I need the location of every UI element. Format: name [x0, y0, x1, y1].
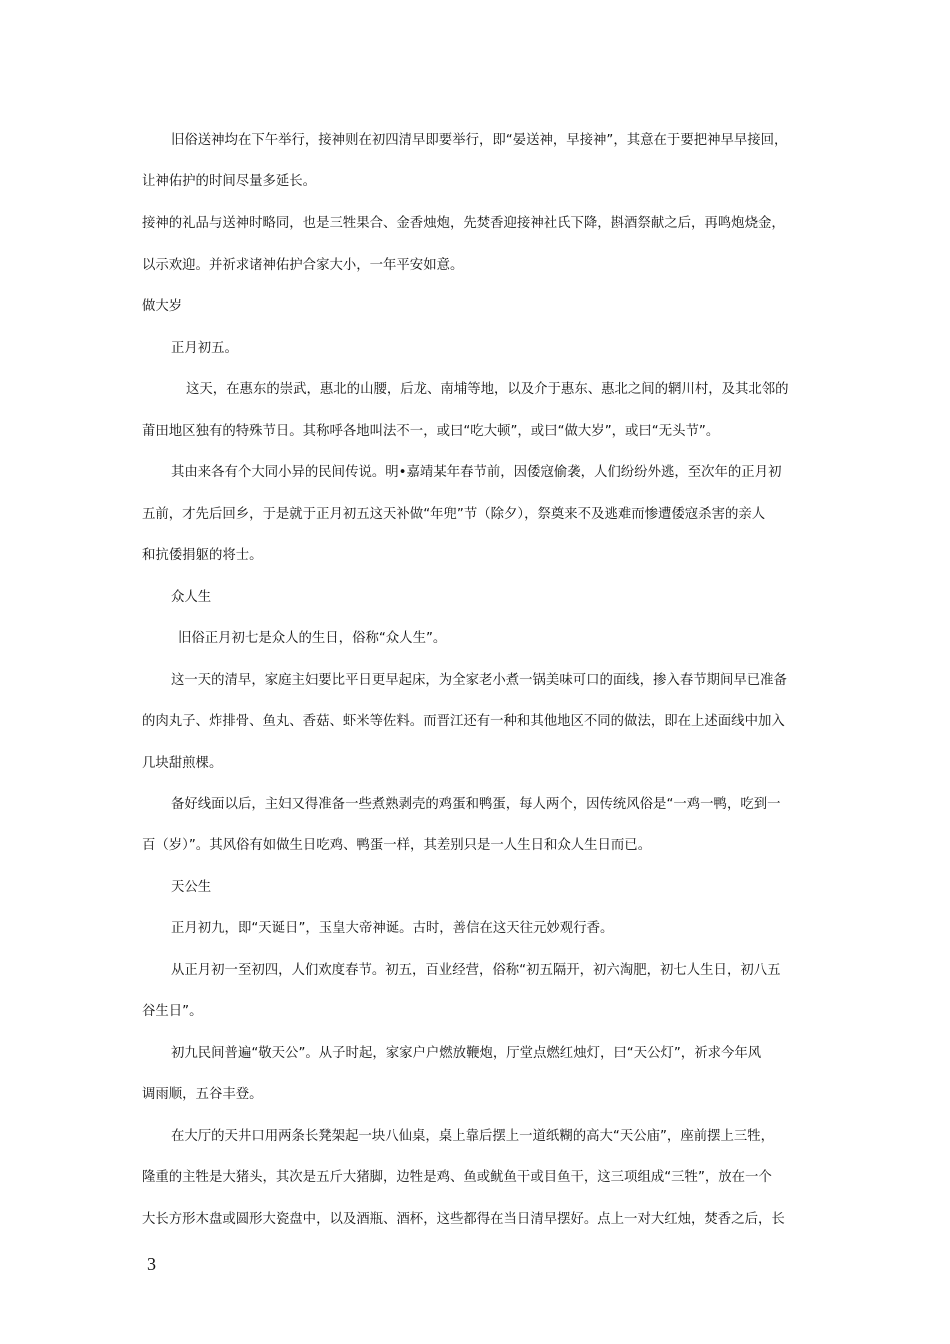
text-line: 百（岁）”。其风俗有如做生日吃鸡、鸭蛋一样，其差别只是一人生日和众人生日而已。 — [142, 838, 652, 853]
text-line: 在大厅的天井口用两条长凳架起一块八仙桌，桌上靠后摆上一道纸糊的高大“天公庙”，座前摆上三牲， — [171, 1129, 775, 1144]
text-line: 接神的礼品与送神时略同，也是三牲果合、金香烛炮，先焚香迎接神社氏下降，斟酒祭献之后，再鸣炮烧金， — [142, 216, 785, 231]
text-line: 初九民间普遍“敬天公”。从子时起，家家户户燃放鞭炮，厅堂点燃红烛灯，曰“天公灯”，祈求今年风 — [171, 1046, 762, 1061]
text-line: 让神佑护的时间尽量多延长。 — [142, 174, 317, 189]
text-line: 五前，才先后回乡，于是就于正月初五这天补做“年兜”节（除夕），祭奠来不及逃难而惨遭倭寇杀害的亲人 — [142, 507, 766, 522]
text-line: 莆田地区独有的特殊节日。其称呼各地叫法不一，或曰“吃大顿”，或曰“做大岁”，或曰“无头节”。 — [142, 424, 720, 439]
text-line: 调雨顺，五谷丰登。 — [142, 1087, 263, 1102]
text-line: 旧俗正月初七是众人的生日，俗称“众人生”。 — [178, 631, 447, 646]
text-line: 和抗倭捐躯的将士。 — [142, 548, 263, 563]
section-heading: 天公生 — [171, 880, 212, 895]
text-line: 以示欢迎。并祈求诸神佑护合家大小，一年平安如意。 — [142, 258, 464, 273]
text-line: 这天，在惠东的崇武，惠北的山腰，后龙、南埔等地，以及介于惠东、惠北之间的辋川村，及其北邻的 — [186, 382, 789, 397]
text-line: 其由来各有个大同小异的民间传说。明•嘉靖某年春节前，因倭寇偷袭，人们纷纷外逃，至次年的正月初 — [171, 465, 782, 480]
text-line: 正月初五。 — [171, 341, 238, 356]
text-line: 的肉丸子、炸排骨、鱼丸、香菇、虾米等佐料。而晋江还有一种和其他地区不同的做法，即在上述面线中加入 — [142, 714, 785, 729]
text-line: 正月初九，即“天诞日”，玉皇大帝神诞。古时，善信在这天往元妙观行香。 — [171, 921, 614, 936]
text-line: 隆重的主牲是大猪头，其次是五斤大猪脚，边牲是鸡、鱼或鱿鱼干或目鱼干，这三项组成“三牲”，放在一个 — [142, 1170, 772, 1185]
section-heading: 做大岁 — [142, 299, 183, 314]
page-number: 3 — [147, 1254, 156, 1274]
text-line: 这一天的清早，家庭主妇要比平日更早起床，为全家老小煮一锅美味可口的面线，掺入春节期间早已准备 — [171, 673, 787, 688]
text-line: 从正月初一至初四，人们欢度春节。初五，百业经营，俗称“初五隔开，初六淘肥，初七人生日，初八五 — [171, 963, 781, 978]
section-heading: 众人生 — [171, 590, 212, 605]
text-line: 旧俗送神均在下午举行，接神则在初四清早即要举行，即“晏送神，早接神”，其意在于要把神早早接回， — [171, 133, 788, 148]
text-line: 备好线面以后，主妇又得准备一些煮熟剥壳的鸡蛋和鸭蛋，每人两个，因传统风俗是“一鸡一鸭，吃到一 — [171, 797, 781, 812]
text-line: 大长方形木盘或圆形大瓷盘中，以及酒瓶、酒杯，这些都得在当日清早摆好。点上一对大红烛，焚香之后，长 — [142, 1212, 785, 1227]
text-line: 谷生日”。 — [142, 1004, 203, 1019]
text-line: 几块甜煎棵。 — [142, 756, 223, 771]
